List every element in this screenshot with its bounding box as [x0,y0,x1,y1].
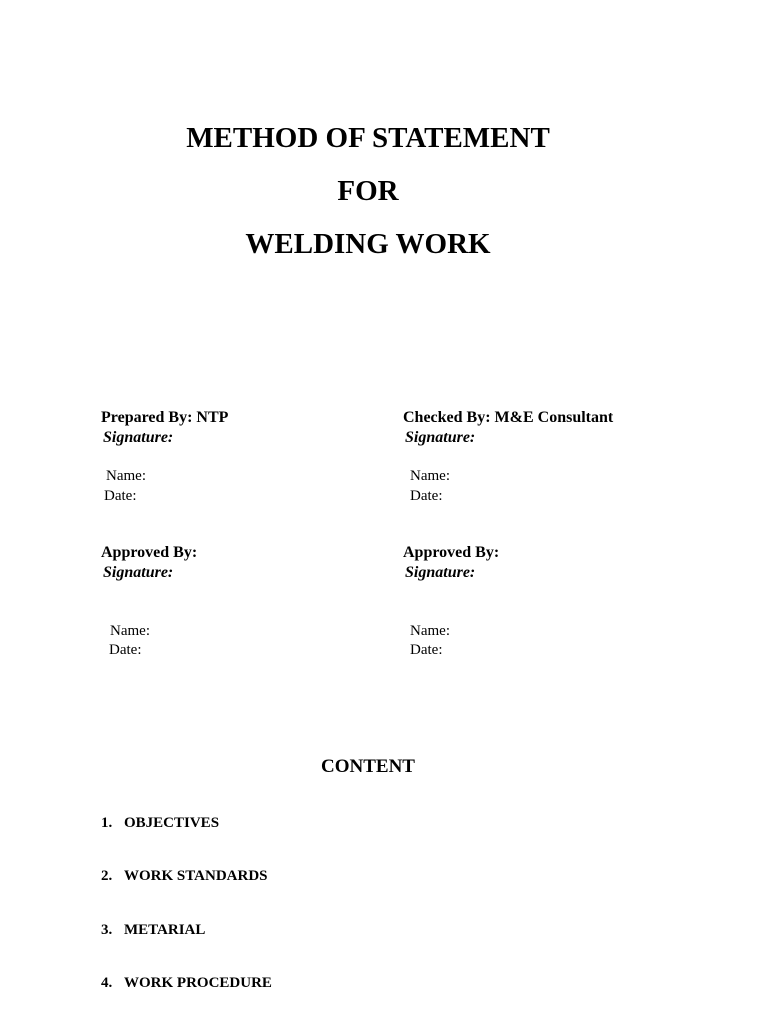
checked-name-label: Name: [410,468,450,484]
checked-by-label: Checked By: M&E Consultant [403,409,614,426]
toc-item-number: 1. [101,815,113,831]
toc-item [101,866,268,886]
document-title-line-3: WELDING WORK [245,228,491,260]
approved-left-date-label: Date: [109,642,142,658]
toc-item-number: 4. [101,975,113,991]
prepared-date-label: Date: [104,488,137,504]
toc-item-label: WORK PROCEDURE [124,975,272,991]
toc-item [101,973,272,993]
toc-item-label: WORK STANDARDS [124,868,268,884]
approved-by-right-block [403,543,703,583]
prepared-by-block [101,408,401,448]
content-heading: CONTENT [321,756,415,777]
toc-item-number: 3. [101,922,113,938]
toc-item [101,813,219,833]
checked-date-label: Date: [410,488,443,504]
approved-by-right-label: Approved By: [403,544,500,561]
approved-right-name-label: Name: [410,623,450,639]
document-title-line-2: FOR [337,175,399,207]
approved-left-name-label: Name: [110,623,150,639]
approved-by-left-label: Approved By: [101,544,198,561]
approved-right-date-label: Date: [410,642,443,658]
checked-signature-label: Signature: [405,429,476,446]
prepared-signature-label: Signature: [103,429,174,446]
approved-by-left-block [101,543,401,583]
approved-right-signature-label: Signature: [405,564,476,581]
toc-item-label: METARIAL [124,922,206,938]
document-title-line-1: METHOD OF STATEMENT [186,122,550,154]
toc-item [101,920,205,940]
approved-left-signature-label: Signature: [103,564,174,581]
prepared-name-label: Name: [106,468,146,484]
toc-item-label: OBJECTIVES [124,815,220,831]
toc-item-number: 2. [101,868,113,884]
checked-by-block [403,408,703,448]
prepared-by-label: Prepared By: NTP [101,409,229,426]
